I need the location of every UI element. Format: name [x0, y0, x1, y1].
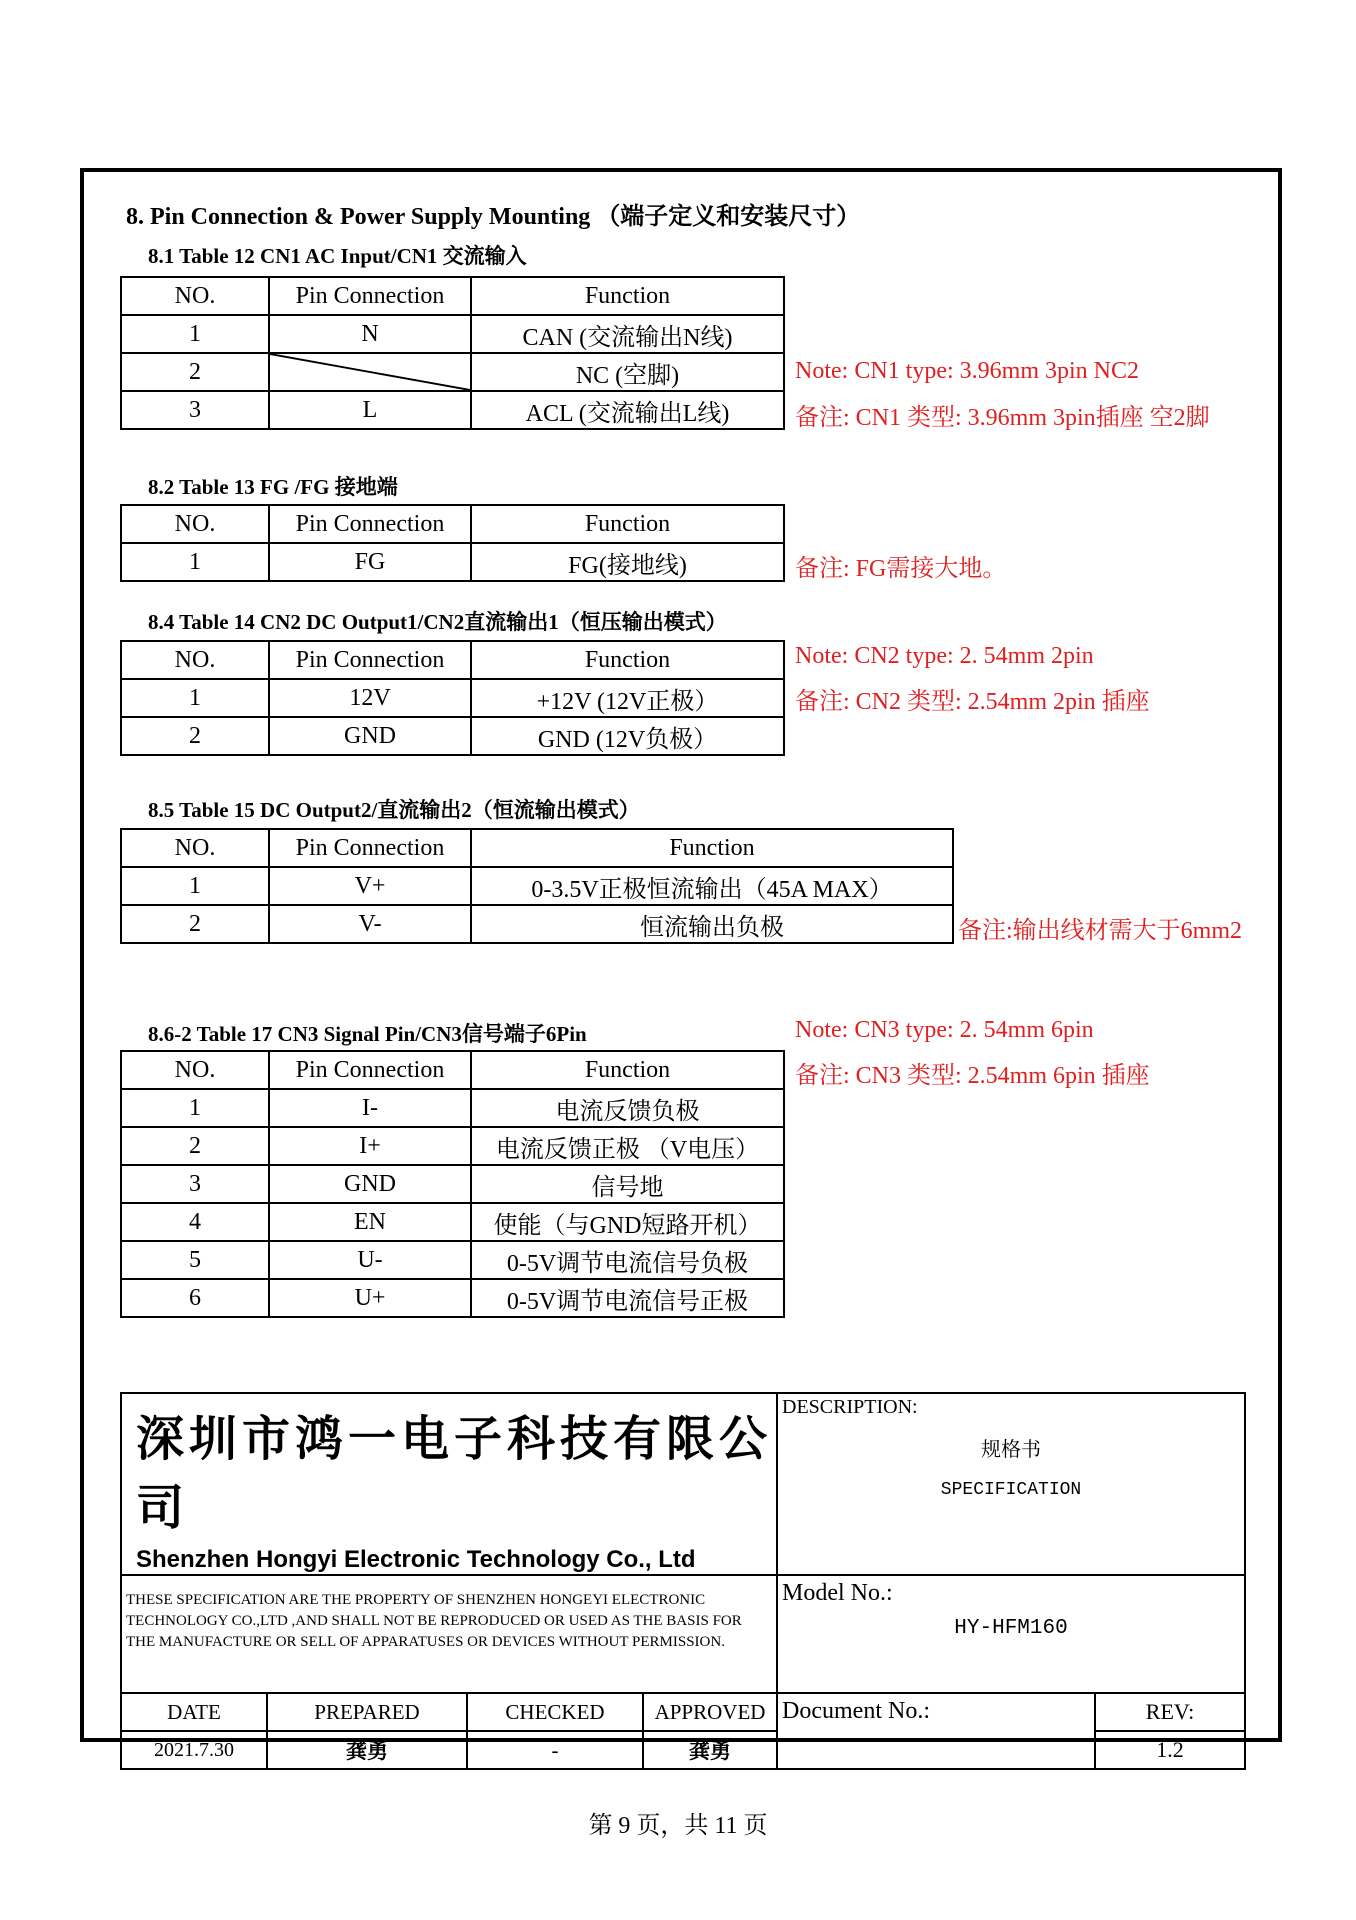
- header-no: NO.: [121, 505, 269, 543]
- cell-function: 0-5V调节电流信号正极: [471, 1279, 784, 1317]
- cell-pin: I-: [269, 1089, 471, 1127]
- section-heading: 8. Pin Connection & Power Supply Mounting （端子定义和安装尺寸）: [126, 204, 861, 230]
- description-en: SPECIFICATION: [940, 1480, 1082, 1500]
- cell-pin: GND: [269, 717, 471, 755]
- header-pin: Pin Connection: [269, 277, 471, 315]
- table12: [120, 276, 785, 430]
- cell-function: FG(接地线): [471, 543, 784, 581]
- prepared-label: PREPARED: [267, 1693, 467, 1731]
- approved-value: 龚勇: [643, 1731, 777, 1769]
- table14-note-en: Note: CN2 type: 2. 54mm 2pin: [795, 643, 1094, 669]
- prepared-value: 龚勇: [267, 1731, 467, 1769]
- header-no: NO.: [121, 641, 269, 679]
- cell-function: 电流反馈正极 （V电压）: [471, 1127, 784, 1165]
- table17: [120, 1050, 785, 1318]
- table12-note-cn: 备注: CN1 类型: 3.96mm 3pin插座 空2脚: [795, 405, 1210, 431]
- cell-no: 1: [121, 679, 269, 717]
- cell-pin: I+: [269, 1127, 471, 1165]
- table-row: [121, 1127, 784, 1165]
- model-value: HY-HFM160: [954, 1617, 1068, 1640]
- cell-pin: FG: [269, 543, 471, 581]
- cell-no: 2: [121, 905, 269, 943]
- cell-no: 4: [121, 1203, 269, 1241]
- cell-function: 0-3.5V正极恒流输出（45A MAX）: [471, 867, 953, 905]
- cell-pin: V+: [269, 867, 471, 905]
- cell-function: 0-5V调节电流信号负极: [471, 1241, 784, 1279]
- cell-pin: EN: [269, 1203, 471, 1241]
- table-header-row: [121, 641, 784, 679]
- company-name-cn: 深圳市鸿一电子科技有限公司: [136, 1411, 773, 1536]
- date-label: DATE: [121, 1693, 267, 1731]
- cell-no: 3: [121, 1165, 269, 1203]
- cell-no: 1: [121, 543, 269, 581]
- cell-function: 信号地: [471, 1165, 784, 1203]
- table15-note-cn: 备注:输出线材需大于6mm2: [958, 918, 1243, 944]
- cell-pin: U+: [269, 1279, 471, 1317]
- page-number: 第 9 页，共 11 页: [588, 1813, 768, 1839]
- cell-function: CAN (交流输出N线): [471, 315, 784, 353]
- cell-function: 恒流输出负极: [471, 905, 953, 943]
- header-function: Function: [471, 277, 784, 315]
- table-row: [121, 867, 953, 905]
- header-no: NO.: [121, 277, 269, 315]
- table-row: [121, 543, 784, 581]
- header-function: Function: [471, 505, 784, 543]
- cell-no: 5: [121, 1241, 269, 1279]
- table-row: [121, 679, 784, 717]
- description-cell: [777, 1393, 1245, 1575]
- header-pin: Pin Connection: [269, 641, 471, 679]
- table13: [120, 504, 785, 582]
- table15-title: 8.5 Table 15 DC Output2/直流输出2（恒流输出模式）: [148, 798, 640, 822]
- cell-no: 2: [121, 1127, 269, 1165]
- header-pin: Pin Connection: [269, 505, 471, 543]
- disclaimer-cell: [121, 1575, 777, 1693]
- cell-function: NC (空脚): [471, 353, 784, 391]
- table-row: [121, 905, 953, 943]
- header-pin: Pin Connection: [269, 829, 471, 867]
- table-header-row: [121, 505, 784, 543]
- cell-function: +12V (12V正极）: [471, 679, 784, 717]
- table-row: [121, 1279, 784, 1317]
- cell-pin: V-: [269, 905, 471, 943]
- cell-pin: 12V: [269, 679, 471, 717]
- table-row: [121, 391, 784, 429]
- table-row: [121, 1241, 784, 1279]
- rev-label: REV:: [1095, 1693, 1245, 1731]
- cell-function: GND (12V负极）: [471, 717, 784, 755]
- header-function: Function: [471, 829, 953, 867]
- cell-pin: N: [269, 315, 471, 353]
- table-row: [121, 353, 784, 391]
- cell-pin: U-: [269, 1241, 471, 1279]
- table-row: [121, 717, 784, 755]
- table12-note-en: Note: CN1 type: 3.96mm 3pin NC2: [795, 358, 1139, 384]
- cell-no: 1: [121, 1089, 269, 1127]
- header-no: NO.: [121, 1051, 269, 1089]
- header-function: Function: [471, 641, 784, 679]
- table13-title: 8.2 Table 13 FG /FG 接地端: [148, 475, 398, 499]
- cell-no: 1: [121, 867, 269, 905]
- cell-no: 2: [121, 717, 269, 755]
- disclaimer-text: THESE SPECIFICATION ARE THE PROPERTY OF SHENZHEN HONGEYI ELECTRONIC TECHNOLOGY CO.,LTD ,AND SHALL NOT BE REPRODUCED OR USED AS THE BASIS FOR THE MANUFACTURE OR SELL OF APPARATUSES OR DEVICES WITHOUT PERMISSION.: [126, 1592, 742, 1650]
- cell-pin: L: [269, 391, 471, 429]
- table14-title: 8.4 Table 14 CN2 DC Output1/CN2直流输出1（恒压输出模式）: [148, 610, 727, 634]
- table14-note-cn: 备注: CN2 类型: 2.54mm 2pin 插座: [795, 689, 1150, 715]
- table15: [120, 828, 954, 944]
- date-value: 2021.7.30: [121, 1731, 267, 1769]
- table-header-row: [121, 829, 953, 867]
- diagonal-line: [270, 354, 470, 390]
- checked-label: CHECKED: [467, 1693, 643, 1731]
- cell-pin: GND: [269, 1165, 471, 1203]
- document-label: Document No.:: [782, 1698, 930, 1724]
- table13-note-cn: 备注: FG需接大地。: [795, 556, 1007, 582]
- model-label: Model No.:: [782, 1580, 893, 1606]
- table-row: [121, 1089, 784, 1127]
- header-no: NO.: [121, 829, 269, 867]
- table-row: [121, 1203, 784, 1241]
- table-row: [121, 1165, 784, 1203]
- model-cell: [777, 1575, 1245, 1693]
- cell-function: ACL (交流输出L线): [471, 391, 784, 429]
- company-cell: [121, 1393, 777, 1575]
- table14: [120, 640, 785, 756]
- checked-value: -: [467, 1731, 643, 1769]
- header-pin: Pin Connection: [269, 1051, 471, 1089]
- cell-pin-empty: [269, 353, 471, 391]
- header-function: Function: [471, 1051, 784, 1089]
- title-block: [120, 1392, 1246, 1770]
- description-cn: 规格书: [981, 1439, 1042, 1461]
- table17-title: 8.6-2 Table 17 CN3 Signal Pin/CN3信号端子6Pin: [148, 1022, 587, 1046]
- approved-label: APPROVED: [643, 1693, 777, 1731]
- cell-no: 2: [121, 353, 269, 391]
- document-cell: [777, 1693, 1095, 1769]
- company-name-en: Shenzhen Hongyi Electronic Technology Co., Ltd: [136, 1546, 696, 1573]
- cell-function: 使能（与GND短路开机）: [471, 1203, 784, 1241]
- cell-function: 电流反馈负极: [471, 1089, 784, 1127]
- table-header-row: [121, 277, 784, 315]
- cell-no: 3: [121, 391, 269, 429]
- cell-no: 1: [121, 315, 269, 353]
- table-row: [121, 315, 784, 353]
- table-header-row: [121, 1051, 784, 1089]
- table17-note-cn: 备注: CN3 类型: 2.54mm 6pin 插座: [795, 1063, 1150, 1089]
- cell-no: 6: [121, 1279, 269, 1317]
- rev-value: 1.2: [1095, 1731, 1245, 1769]
- description-label: DESCRIPTION:: [782, 1396, 918, 1418]
- table17-note-en: Note: CN3 type: 2. 54mm 6pin: [795, 1017, 1094, 1043]
- table12-title: 8.1 Table 12 CN1 AC Input/CN1 交流输入: [148, 244, 527, 268]
